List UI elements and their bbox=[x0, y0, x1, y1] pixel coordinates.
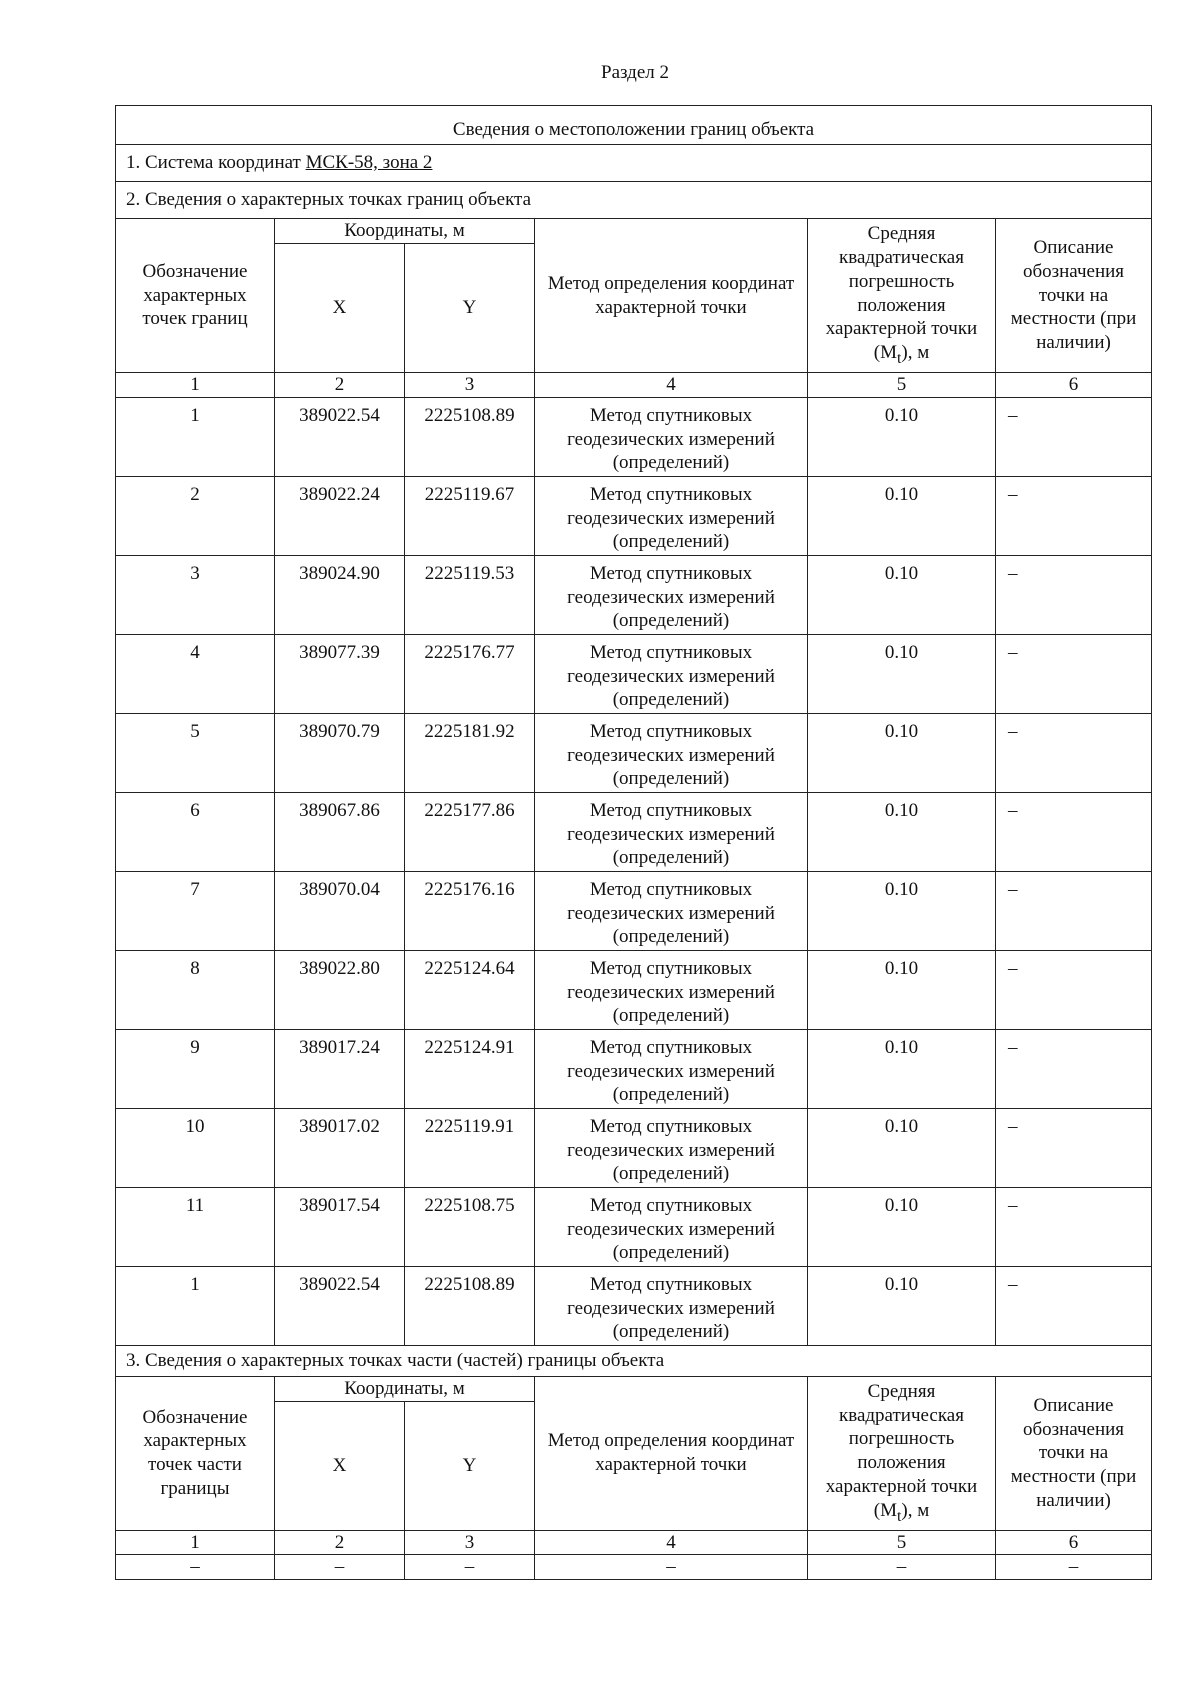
coord-y: 2225119.91 bbox=[405, 1108, 535, 1187]
empty-cell: – bbox=[275, 1555, 405, 1580]
header-method: Метод определения координат характерной точки bbox=[535, 219, 808, 373]
part2-header-row bbox=[116, 219, 1152, 244]
boundary-table bbox=[115, 105, 1152, 1580]
colnum: 6 bbox=[996, 373, 1152, 398]
desc-value: – bbox=[996, 634, 1152, 713]
empty-cell: – bbox=[808, 1555, 996, 1580]
header-x: X bbox=[275, 1401, 405, 1530]
error-value: 0.10 bbox=[808, 713, 996, 792]
header-error: Средняя квадратическая погрешность положения характерной точки $(M_t)$, м bbox=[808, 1376, 996, 1530]
coord-y: 2225119.53 bbox=[405, 555, 535, 634]
coord-x: 389070.04 bbox=[275, 871, 405, 950]
point-number: 1 bbox=[116, 397, 275, 476]
coord-system-row bbox=[116, 145, 1152, 182]
table-row bbox=[116, 397, 1152, 476]
coord-x: 389017.54 bbox=[275, 1187, 405, 1266]
header-desc: Описание обозначения точки на местности (при наличии) bbox=[996, 219, 1152, 373]
empty-cell: – bbox=[116, 1555, 275, 1580]
point-number: 4 bbox=[116, 634, 275, 713]
coord-x: 389017.24 bbox=[275, 1029, 405, 1108]
part3-title: 3. Сведения о характерных точках части (частей) границы объекта bbox=[116, 1345, 1152, 1376]
colnum: 2 bbox=[275, 373, 405, 398]
header-point: Обозначение характерных точек границ bbox=[116, 219, 275, 373]
error-value: 0.10 bbox=[808, 1266, 996, 1345]
point-number: 7 bbox=[116, 871, 275, 950]
desc-value: – bbox=[996, 871, 1152, 950]
coord-system bbox=[116, 145, 1152, 182]
empty-cell: – bbox=[996, 1555, 1152, 1580]
method-text: Метод спутниковых геодезических измерений (определений) bbox=[535, 950, 808, 1029]
empty-cell: – bbox=[405, 1555, 535, 1580]
table-row bbox=[116, 634, 1152, 713]
desc-value: – bbox=[996, 950, 1152, 1029]
part2-colnum-row bbox=[116, 373, 1152, 398]
coord-system-prefix: 1. Система координат bbox=[126, 152, 306, 174]
point-number: 9 bbox=[116, 1029, 275, 1108]
desc-value: – bbox=[996, 1108, 1152, 1187]
desc-value: – bbox=[996, 1029, 1152, 1108]
method-text: Метод спутниковых геодезических измерений (определений) bbox=[535, 634, 808, 713]
coord-y: 2225177.86 bbox=[405, 792, 535, 871]
desc-value: – bbox=[996, 1266, 1152, 1345]
desc-value: – bbox=[996, 792, 1152, 871]
coord-system-value: МСК-58, зона 2 bbox=[305, 152, 433, 174]
point-number: 3 bbox=[116, 555, 275, 634]
coord-x: 389077.39 bbox=[275, 634, 405, 713]
desc-value: – bbox=[996, 713, 1152, 792]
coord-x: 389022.24 bbox=[275, 476, 405, 555]
table-row bbox=[116, 792, 1152, 871]
point-number: 2 bbox=[116, 476, 275, 555]
coord-y: 2225108.89 bbox=[405, 397, 535, 476]
header-method: Метод определения координат характерной точки bbox=[535, 1376, 808, 1530]
point-number: 10 bbox=[116, 1108, 275, 1187]
section-title: Раздел 2 bbox=[601, 62, 669, 83]
point-number: 6 bbox=[116, 792, 275, 871]
table-row bbox=[116, 476, 1152, 555]
method-text: Метод спутниковых геодезических измерений (определений) bbox=[535, 792, 808, 871]
coord-x: 389017.02 bbox=[275, 1108, 405, 1187]
coord-x: 389022.54 bbox=[275, 1266, 405, 1345]
error-value: 0.10 bbox=[808, 397, 996, 476]
point-number: 1 bbox=[116, 1266, 275, 1345]
point-number: 11 bbox=[116, 1187, 275, 1266]
coord-y: 2225124.91 bbox=[405, 1029, 535, 1108]
part2-title-row bbox=[116, 182, 1152, 219]
error-value: 0.10 bbox=[808, 555, 996, 634]
coord-y: 2225176.16 bbox=[405, 871, 535, 950]
desc-value: – bbox=[996, 555, 1152, 634]
part3-colnum-row bbox=[116, 1530, 1152, 1555]
table-row bbox=[116, 950, 1152, 1029]
error-value: 0.10 bbox=[808, 792, 996, 871]
colnum: 6 bbox=[996, 1530, 1152, 1555]
header-coords: Координаты, м bbox=[275, 219, 535, 244]
method-text: Метод спутниковых геодезических измерений (определений) bbox=[535, 476, 808, 555]
header-y: Y bbox=[405, 244, 535, 373]
method-text: Метод спутниковых геодезических измерений (определений) bbox=[535, 397, 808, 476]
error-value: 0.10 bbox=[808, 950, 996, 1029]
boundary-table-wrapper bbox=[115, 105, 1151, 1580]
coord-x: 389067.86 bbox=[275, 792, 405, 871]
header-y: Y bbox=[405, 1401, 535, 1530]
colnum: 4 bbox=[535, 1530, 808, 1555]
part3-title-row bbox=[116, 1345, 1152, 1376]
table-row bbox=[116, 1187, 1152, 1266]
method-text: Метод спутниковых геодезических измерений (определений) bbox=[535, 713, 808, 792]
method-text: Метод спутниковых геодезических измерений (определений) bbox=[535, 555, 808, 634]
error-value: 0.10 bbox=[808, 1029, 996, 1108]
coord-y: 2225108.89 bbox=[405, 1266, 535, 1345]
coord-x: 389022.54 bbox=[275, 397, 405, 476]
colnum: 1 bbox=[116, 373, 275, 398]
table-row bbox=[116, 871, 1152, 950]
table-row bbox=[116, 555, 1152, 634]
table-row bbox=[116, 1108, 1152, 1187]
header-coords: Координаты, м bbox=[275, 1376, 535, 1401]
header-point-part: Обозначение характерных точек части границы bbox=[116, 1376, 275, 1530]
colnum: 5 bbox=[808, 1530, 996, 1555]
method-text: Метод спутниковых геодезических измерений (определений) bbox=[535, 871, 808, 950]
part3-header-row bbox=[116, 1376, 1152, 1401]
point-number: 8 bbox=[116, 950, 275, 1029]
desc-value: – bbox=[996, 397, 1152, 476]
coord-x: 389024.90 bbox=[275, 555, 405, 634]
error-value: 0.10 bbox=[808, 476, 996, 555]
colnum: 3 bbox=[405, 1530, 535, 1555]
coord-y: 2225124.64 bbox=[405, 950, 535, 1029]
desc-value: – bbox=[996, 476, 1152, 555]
colnum: 4 bbox=[535, 373, 808, 398]
header-error: Средняя квадратическая погрешность положения характерной точки $(M_t)$, м bbox=[808, 219, 996, 373]
coord-y: 2225108.75 bbox=[405, 1187, 535, 1266]
error-value: 0.10 bbox=[808, 871, 996, 950]
part3-empty-row bbox=[116, 1555, 1152, 1580]
method-text: Метод спутниковых геодезических измерений (определений) bbox=[535, 1266, 808, 1345]
colnum: 3 bbox=[405, 373, 535, 398]
table-title: Сведения о местоположении границ объекта bbox=[116, 106, 1152, 145]
desc-value: – bbox=[996, 1187, 1152, 1266]
error-value: 0.10 bbox=[808, 1187, 996, 1266]
method-text: Метод спутниковых геодезических измерений (определений) bbox=[535, 1187, 808, 1266]
colnum: 1 bbox=[116, 1530, 275, 1555]
point-number: 5 bbox=[116, 713, 275, 792]
method-text: Метод спутниковых геодезических измерений (определений) bbox=[535, 1029, 808, 1108]
table-title-row bbox=[116, 106, 1152, 145]
empty-cell: – bbox=[535, 1555, 808, 1580]
table-row bbox=[116, 1266, 1152, 1345]
part2-title: 2. Сведения о характерных точках границ объекта bbox=[116, 182, 1152, 219]
method-text: Метод спутниковых геодезических измерений (определений) bbox=[535, 1108, 808, 1187]
table-row bbox=[116, 713, 1152, 792]
colnum: 5 bbox=[808, 373, 996, 398]
coord-y: 2225181.92 bbox=[405, 713, 535, 792]
table-row bbox=[116, 1029, 1152, 1108]
coord-x: 389070.79 bbox=[275, 713, 405, 792]
header-desc: Описание обозначения точки на местности (при наличии) bbox=[996, 1376, 1152, 1530]
coord-y: 2225176.77 bbox=[405, 634, 535, 713]
error-value: 0.10 bbox=[808, 1108, 996, 1187]
coord-x: 389022.80 bbox=[275, 950, 405, 1029]
error-value: 0.10 bbox=[808, 634, 996, 713]
header-x: X bbox=[275, 244, 405, 373]
colnum: 2 bbox=[275, 1530, 405, 1555]
coord-y: 2225119.67 bbox=[405, 476, 535, 555]
